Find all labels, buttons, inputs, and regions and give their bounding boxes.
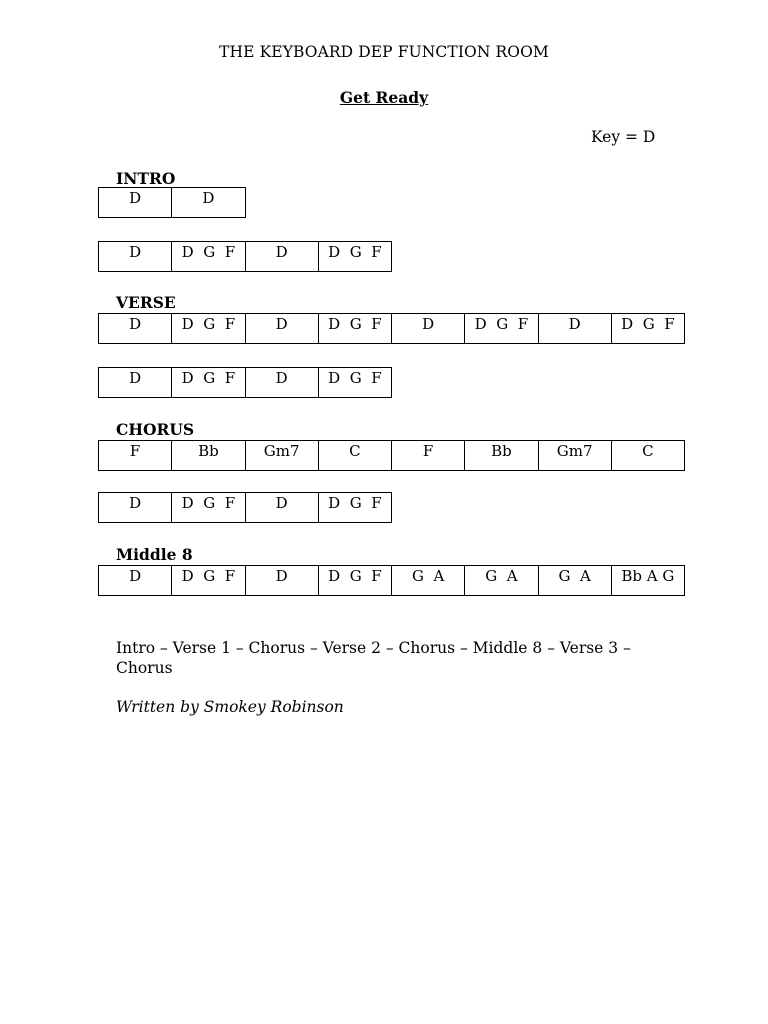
section-label-middle-8: Middle 8 [116, 545, 193, 564]
chord-bar: D [539, 314, 612, 343]
chord-bar: D G F [319, 314, 392, 343]
section-label-chorus: CHORUS [116, 420, 195, 439]
chord-bar: G A [392, 566, 465, 595]
chord-bar: D [246, 242, 319, 271]
chord-bar: D G F [172, 368, 245, 397]
chord-bar: D G F [319, 242, 392, 271]
chord-bar: D [99, 314, 172, 343]
chord-bar: G A [539, 566, 612, 595]
key-signature: Key = D [591, 128, 656, 146]
chord-bar: Bb [465, 441, 538, 470]
chord-bar: D [392, 314, 465, 343]
chord-row [98, 367, 392, 398]
song-title: Get Ready [339, 88, 429, 107]
chord-bar: D G F [172, 493, 245, 522]
chord-bar: Bb A G [612, 566, 685, 595]
chord-bar: D [172, 188, 245, 217]
chord-bar: C [319, 441, 392, 470]
chord-bar: D G F [319, 493, 392, 522]
chord-bar: D G F [319, 368, 392, 397]
chord-row [98, 440, 685, 471]
chord-bar: D [246, 368, 319, 397]
page-header: THE KEYBOARD DEP FUNCTION ROOM [219, 43, 549, 61]
chord-bar: D G F [465, 314, 538, 343]
section-label-verse: VERSE [116, 293, 176, 312]
chord-bar: C [612, 441, 685, 470]
chord-bar: Gm7 [539, 441, 612, 470]
chord-bar: D G F [612, 314, 685, 343]
chord-bar: D [99, 242, 172, 271]
chord-row [98, 187, 246, 218]
chord-bar: F [99, 441, 172, 470]
chord-bar: D [99, 188, 172, 217]
chord-bar: D [246, 493, 319, 522]
chord-row [98, 313, 685, 344]
chord-bar: D [246, 314, 319, 343]
chord-row [98, 241, 392, 272]
chord-bar: D [246, 566, 319, 595]
chord-bar: D [99, 566, 172, 595]
chord-bar: F [392, 441, 465, 470]
chord-bar: Bb [172, 441, 245, 470]
chord-bar: D [99, 493, 172, 522]
chord-row [98, 565, 685, 596]
chord-bar: D G F [172, 566, 245, 595]
section-label-intro: INTRO [116, 169, 176, 188]
chord-bar: D G F [172, 314, 245, 343]
songwriter-credit: Written by Smokey Robinson [116, 698, 344, 716]
song-structure: Intro – Verse 1 – Chorus – Verse 2 – Chorus – Middle 8 – Verse 3 – Chorus [116, 639, 631, 677]
chord-row [98, 492, 392, 523]
chord-bar: D G F [172, 242, 245, 271]
chord-bar: Gm7 [246, 441, 319, 470]
chord-bar: D [99, 368, 172, 397]
chord-bar: G A [465, 566, 538, 595]
chord-bar: D G F [319, 566, 392, 595]
